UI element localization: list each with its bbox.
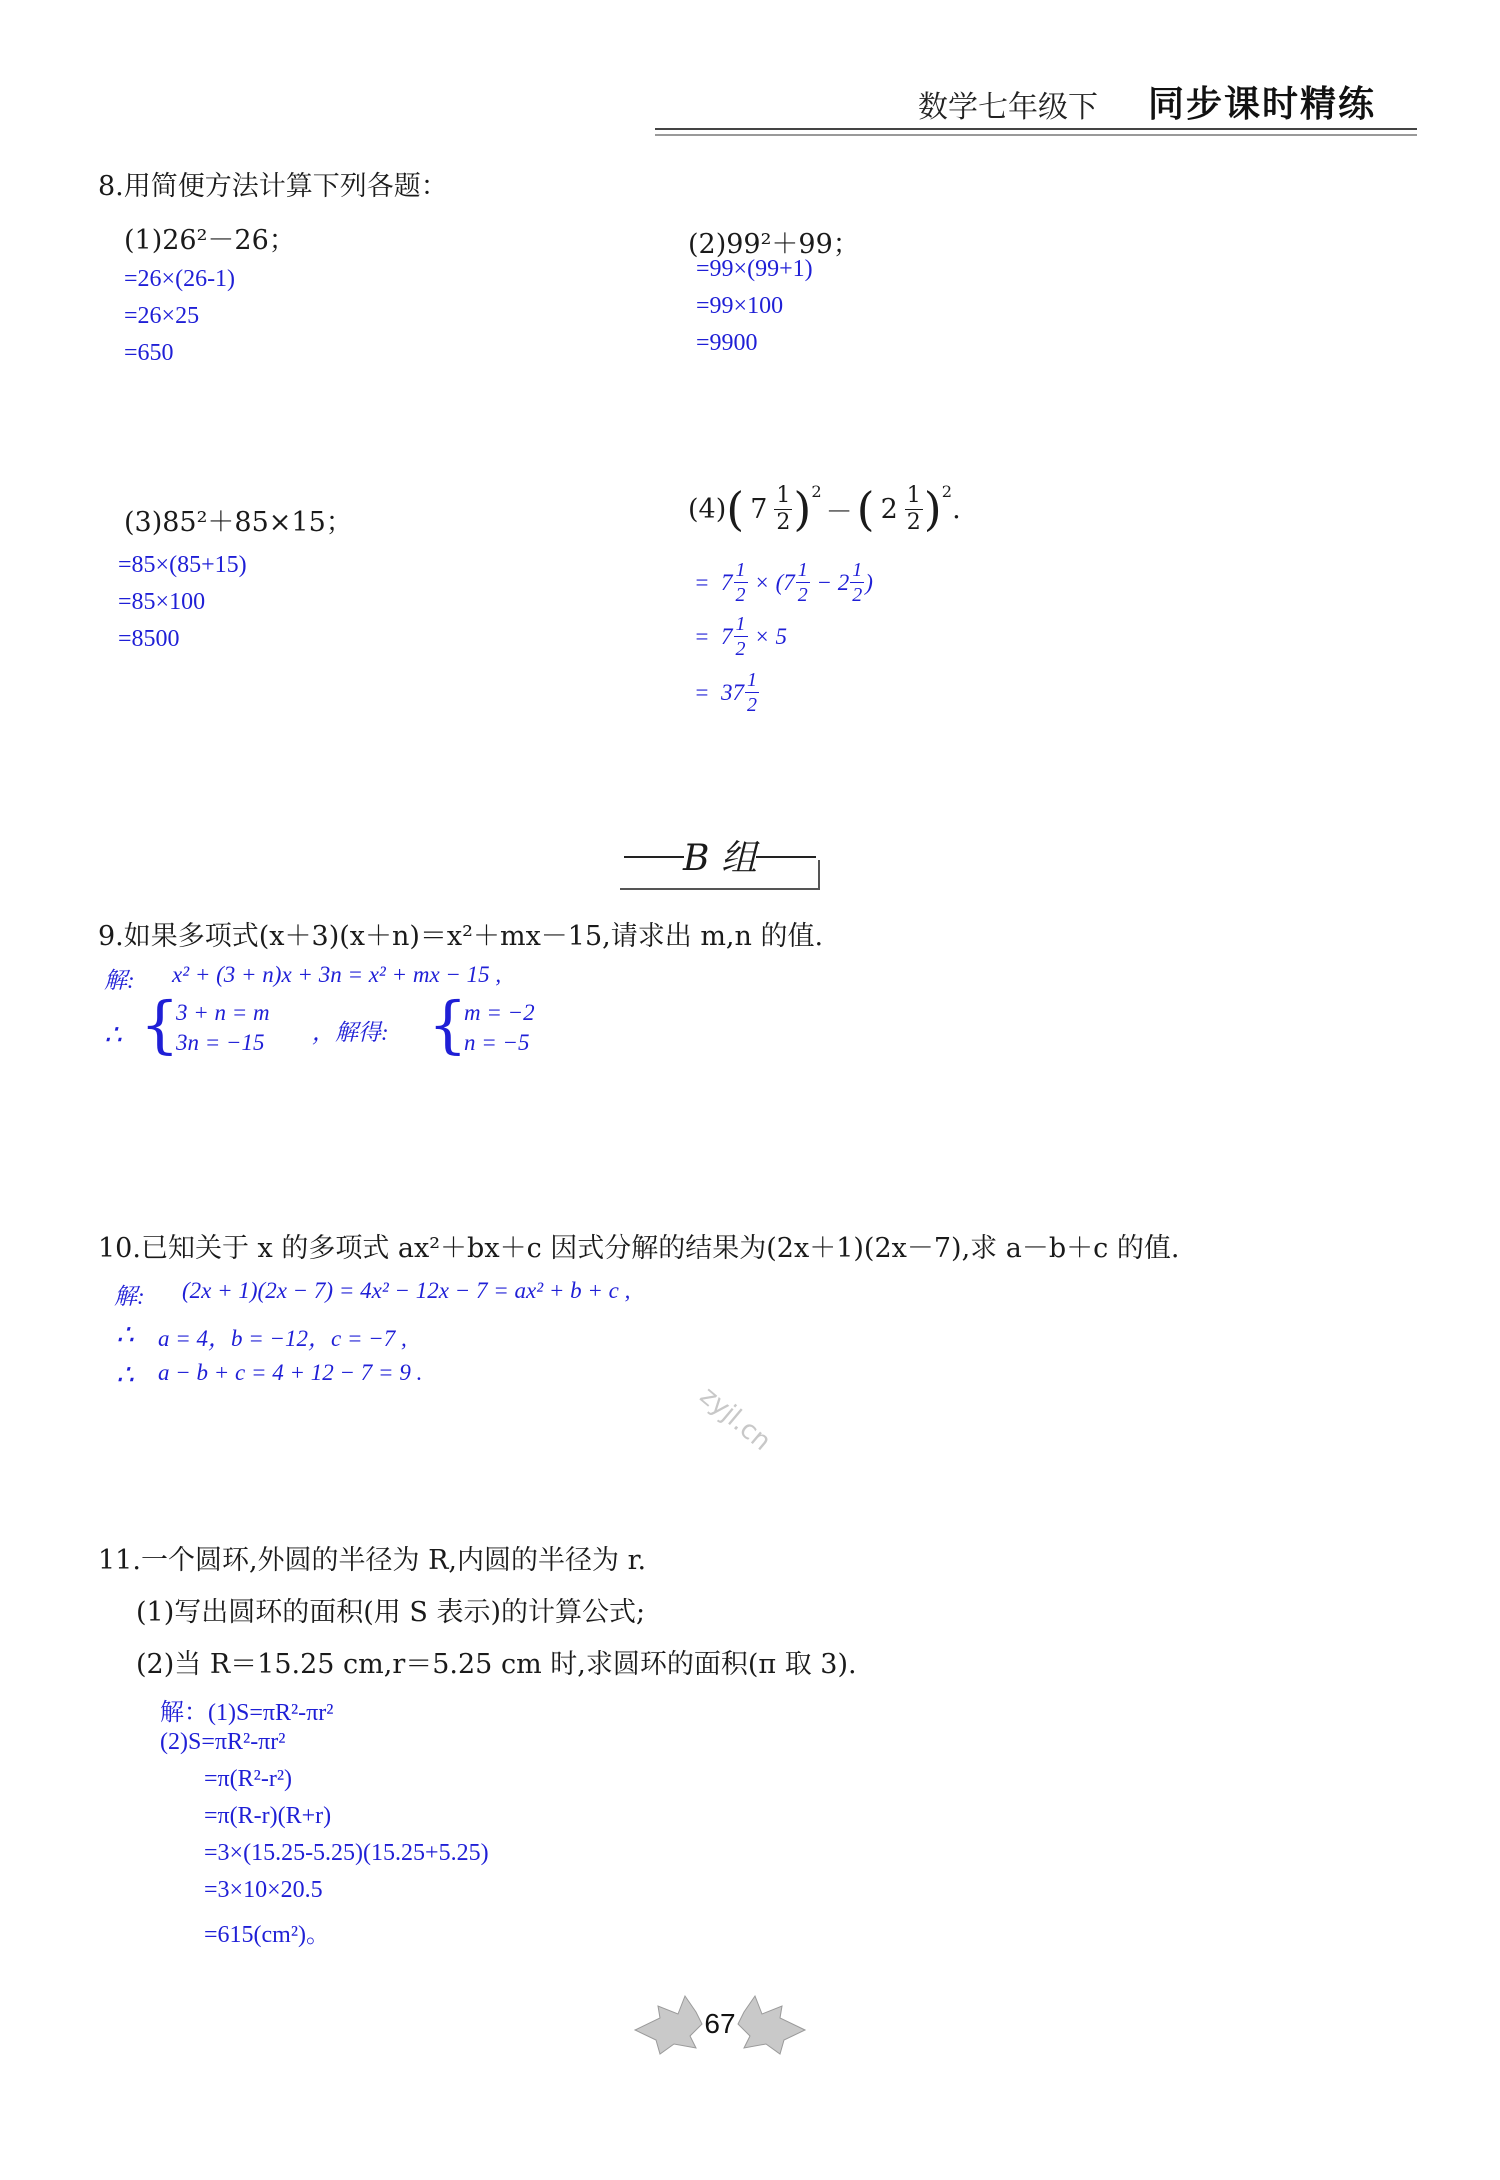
q10-solution-line3: a − b + c = 4 + 12 − 7 = 9 . — [158, 1360, 423, 1385]
q8-part3-label: (3)85²＋85×15； — [124, 507, 353, 538]
header-title: 同步课时精练 — [1148, 83, 1377, 125]
q9-therefore: ∴ — [104, 1020, 122, 1051]
q10-solution-line2: a = 4，b = −12，c = −7 , — [158, 1326, 407, 1351]
header-rule-thin — [655, 134, 1417, 136]
q11-solution-line1: 解：(1)S=πR²-πr² — [160, 1700, 334, 1726]
q10-therefore-1: ∴ — [116, 1320, 134, 1351]
question-8-prompt: 8.用简便方法计算下列各题： — [98, 171, 448, 202]
q9-solution-line1: x² + (3 + n)x + 3n = x² + mx − 15 , — [172, 962, 502, 987]
q11-solution-line5: =3×(15.25-5.25)(15.25+5.25) — [204, 1840, 489, 1866]
q10-therefore-2: ∴ — [116, 1360, 134, 1391]
q8-part1-label: (1)26²－26； — [124, 225, 296, 256]
q8-part2-step2: =99×100 — [696, 293, 784, 319]
q10-solution-line1: (2x + 1)(2x − 7) = 4x² − 12x − 7 = ax² + b + c , — [182, 1278, 631, 1303]
q11-part2: (2)当 R＝15.25 cm,r＝5.25 cm 时,求圆环的面积(π 取 3). — [136, 1649, 857, 1680]
q11-part1: (1)写出圆环的面积(用 S 表示)的计算公式; — [136, 1597, 646, 1628]
q9-result-m: m = −2 — [464, 1000, 535, 1025]
q8-part2-label: (2)99²＋99； — [688, 229, 860, 260]
q8-part4-step2: = 7 $\frac{1}{2}$ × 5 — [694, 613, 788, 660]
q11-solution-line7: =615(cm²)。 — [204, 1922, 331, 1948]
question-11-prompt: 11.一个圆环,外圆的半径为 R,内圆的半径为 r. — [98, 1545, 647, 1576]
q9-result-brace: { — [428, 988, 468, 1061]
q9-solution-label: 解: — [104, 968, 135, 993]
q9-solve-label: ，解得: — [312, 1020, 389, 1045]
q11-solution-line2: (2)S=πR²-πr² — [160, 1729, 286, 1755]
q9-result-n: n = −5 — [464, 1030, 530, 1055]
header-rule — [655, 128, 1417, 130]
header-subtitle: 数学七年级下 — [918, 90, 1098, 125]
q8-part2-step3: =9900 — [696, 330, 758, 356]
q8-part1-step2: =26×25 — [124, 303, 200, 329]
q8-part1-step1: =26×(26-1) — [124, 266, 236, 292]
q11-solution-line6: =3×10×20.5 — [204, 1877, 323, 1903]
watermark: zyjl.cn — [694, 1380, 777, 1458]
q8-part4-step1: = 7 $\frac{1}{2}$ × ( 7 $\frac{1}{2}$ − 2 $\frac{1}{2}$ ) — [694, 559, 873, 606]
q9-system-eq2: 3n = −15 — [176, 1030, 265, 1055]
q8-part2-step1: =99×(99+1) — [696, 256, 813, 282]
q11-solution-line3: =π(R²-r²) — [204, 1766, 293, 1792]
q8-part4-label: (4) ( 7 $\frac{1}{2}$ ) $^2$ － ( 2 $\frac{1}{2}$ ) $^2$ . — [688, 482, 961, 536]
section-b-heading — [620, 826, 820, 890]
q11-solution-line4: =π(R-r)(R+r) — [204, 1803, 332, 1829]
question-10-prompt: 10.已知关于 x 的多项式 ax²＋bx＋c 因式分解的结果为(2x＋1)(2x－7),求 a－b＋c 的值. — [98, 1233, 1180, 1264]
q8-part3-step3: =8500 — [118, 626, 180, 652]
q10-solution-label: 解: — [114, 1284, 145, 1309]
q8-part3-step1: =85×(85+15) — [118, 552, 247, 578]
section-b-title: B 组 — [683, 838, 757, 879]
question-9-prompt: 9.如果多项式(x＋3)(x＋n)＝x²＋mx－15,请求出 m,n 的值. — [98, 921, 824, 952]
q8-part3-step2: =85×100 — [118, 589, 206, 615]
q8-part4-step3: = 37 $\frac{1}{2}$ — [694, 669, 758, 716]
q9-system-eq1: 3 + n = m — [176, 1000, 270, 1025]
q8-part1-step3: =650 — [124, 340, 174, 366]
page-number: 67 — [704, 2008, 736, 2039]
q9-system-brace: { — [140, 988, 180, 1061]
